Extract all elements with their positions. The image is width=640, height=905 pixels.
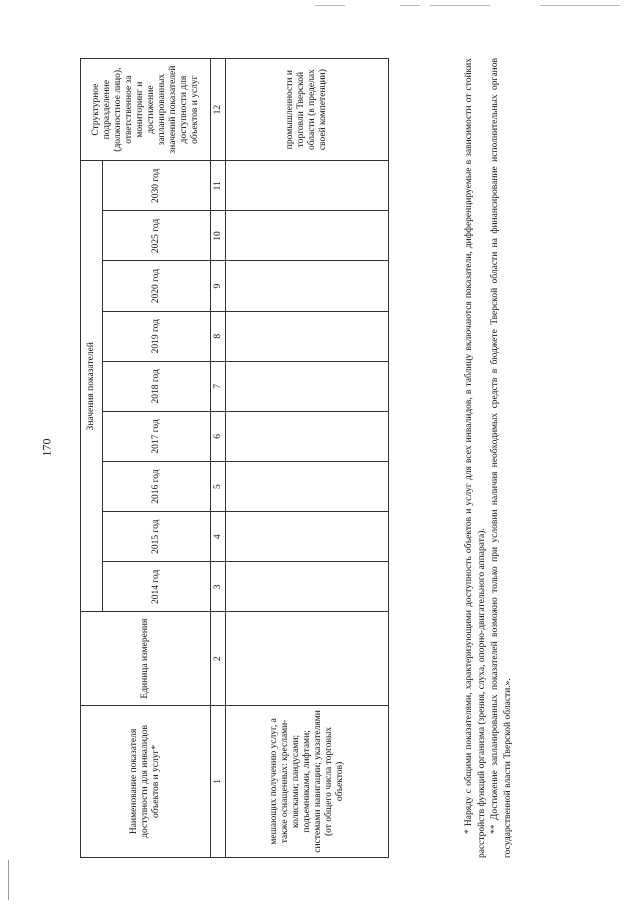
row-indicator-name: мешающих получению услуг, а также оснащенных: креслами-колясками; пандусами; подъемниками, лифтами; системами навигации; указателями (от общего числа торговых объектов) <box>226 705 389 857</box>
top-edge-mark <box>400 5 420 6</box>
footnote-2: ** Достижение запланированных показателей возможно только при условии наличия необходимых средств в бюджете Тверской области на финансирование исполнительных органов государственной власти Тверской области.». <box>490 58 513 858</box>
column-number: 4 <box>211 512 226 562</box>
column-number: 9 <box>211 261 226 311</box>
header-year: 2020 год <box>103 261 211 311</box>
left-margin-mark <box>8 860 9 900</box>
row-unit <box>226 612 389 705</box>
column-number: 10 <box>211 211 226 261</box>
top-edge-mark <box>430 5 490 6</box>
column-number: 12 <box>211 59 226 161</box>
top-edge-mark <box>540 5 620 6</box>
row-value <box>226 411 389 461</box>
header-year: 2017 год <box>103 411 211 461</box>
header-year: 2019 год <box>103 311 211 361</box>
row-value <box>226 161 389 211</box>
column-number: 11 <box>211 161 226 211</box>
header-year: 2014 год <box>103 562 211 612</box>
page-number: 170 <box>39 438 54 457</box>
column-number: 1 <box>211 705 226 857</box>
column-number: 6 <box>211 411 226 461</box>
row-value <box>226 311 389 361</box>
column-number: 8 <box>211 311 226 361</box>
row-responsible: промышленности и торговли Тверской области (в пределах своей компетенции) <box>226 59 389 161</box>
row-value <box>226 361 389 411</box>
header-year: 2015 год <box>103 512 211 562</box>
row-value <box>226 462 389 512</box>
header-year: 2030 год <box>103 161 211 211</box>
column-number: 5 <box>211 462 226 512</box>
header-year: 2018 год <box>103 361 211 411</box>
header-name: Наименование показателя доступности для инвалидов объектов и услуг* <box>81 705 211 857</box>
column-number: 3 <box>211 562 226 612</box>
row-value <box>226 261 389 311</box>
row-value <box>226 512 389 562</box>
column-number: 2 <box>211 612 226 705</box>
header-year: 2025 год <box>103 211 211 261</box>
column-number: 7 <box>211 361 226 411</box>
top-edge-mark <box>315 5 345 6</box>
row-value <box>226 562 389 612</box>
footnotes <box>463 58 543 858</box>
footnote-1: * Наряду с общими показателями, характеризующими доступность объектов и услуг для всех инвалидов, в таблицу включаются показатели, дифференцируемые в зависимости от стойких расстройств функций организма (зрения, слуха, опорно-двигательного аппарата). <box>464 58 487 858</box>
header-values-group: Значения показателей <box>81 161 103 612</box>
rotated-table-block <box>80 58 345 858</box>
header-responsible: Структурное подразделение (должностное лицо), ответственное за мониторинг и достижение запланированных значений показателей доступности для объектов и услуг <box>81 59 211 161</box>
indicators-table <box>80 58 389 858</box>
header-year: 2016 год <box>103 462 211 512</box>
header-unit: Единица измерения <box>81 612 211 705</box>
row-value <box>226 211 389 261</box>
